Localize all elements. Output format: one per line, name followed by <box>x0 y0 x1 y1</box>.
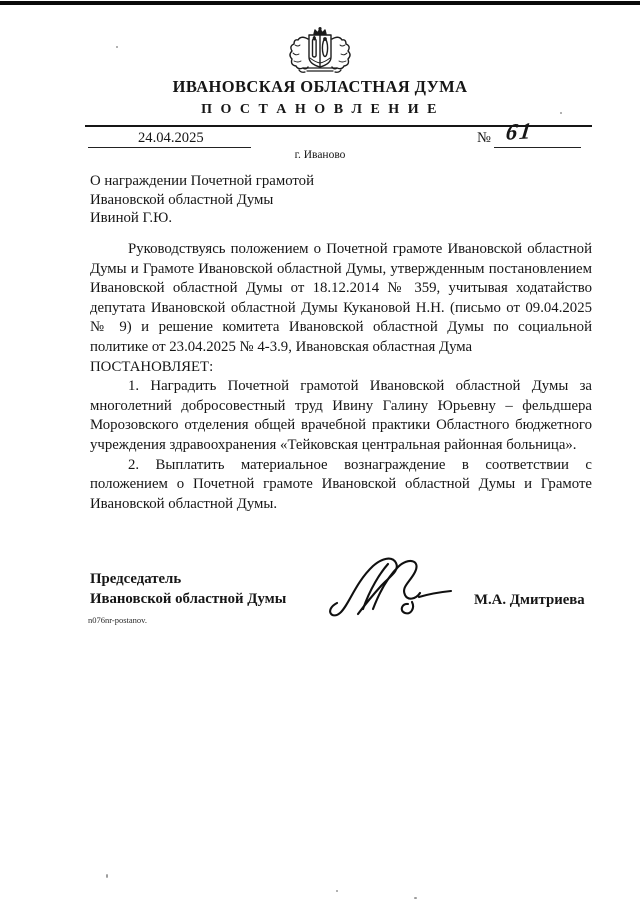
scan-artifact-bar <box>0 1 640 5</box>
scan-speck <box>116 46 118 48</box>
scan-speck <box>106 874 108 878</box>
subject-block <box>90 172 410 228</box>
subject-line: Ивиной Г.Ю. <box>90 210 173 227</box>
scan-speck <box>414 897 417 899</box>
preamble-paragraph: Руководствуясь положением о Почетной грамоте Ивановской областной Думы и Грамоте Ивановской областной Думы, утвержденным постановлением Ивановской областной Думы от 18.12.2014 № 359, учитывая ходатайство депутата Ивановской областной Думы Кукановой Н.Н. (письмо от 09.04.2025 № 9) и решение комитета Ивановской областной Думы по социальной политике от 23.04.2025 № 4-3.9, Ивановская областная Дума <box>90 241 592 355</box>
document-body <box>90 240 592 514</box>
organization-title: ИВАНОВСКАЯ ОБЛАСТНАЯ ДУМА <box>172 77 468 96</box>
signature <box>315 545 455 622</box>
file-code: n076nr-postanov. <box>88 615 148 625</box>
document-number-handwritten: 61 <box>504 118 535 145</box>
signer-name: М.А. Дмитриева <box>474 592 585 608</box>
city-label: г. Иваново <box>294 149 346 161</box>
item-1-paragraph: 1. Наградить Почетной грамотой Ивановской областной Думы за многолетний добросовестный труд Ивину Галину Юрьевну – фельдшера Морозовского отделения общей врачебной практики Областного бюджетного учреждения здравоохранения «Тейковская центральная районная больница». <box>90 378 592 453</box>
coat-of-arms-icon <box>281 27 359 80</box>
signer-title-block <box>90 570 286 609</box>
resolves-line: ПОСТАНОВЛЯЕТ: <box>90 358 214 375</box>
number-sign: № <box>477 130 491 146</box>
scan-speck <box>336 890 338 892</box>
item-2-paragraph: 2. Выплатить материальное вознаграждение в соответствии с положением о Почетной грамоте Ивановской областной Думы и Грамоте Ивановской областной Думы. <box>90 456 592 512</box>
signer-title-line: Ивановской областной Думы <box>90 590 287 607</box>
subject-line: О награждении Почетной грамотой <box>90 173 314 189</box>
scan-speck <box>560 112 562 114</box>
document-date: 24.04.2025 <box>138 130 204 146</box>
subject-line: Ивановской областной Думы <box>90 191 274 208</box>
signer-title-line: Председатель <box>90 571 182 587</box>
document-type-heading: П О С Т А Н О В Л Е Н И Е <box>201 102 439 117</box>
